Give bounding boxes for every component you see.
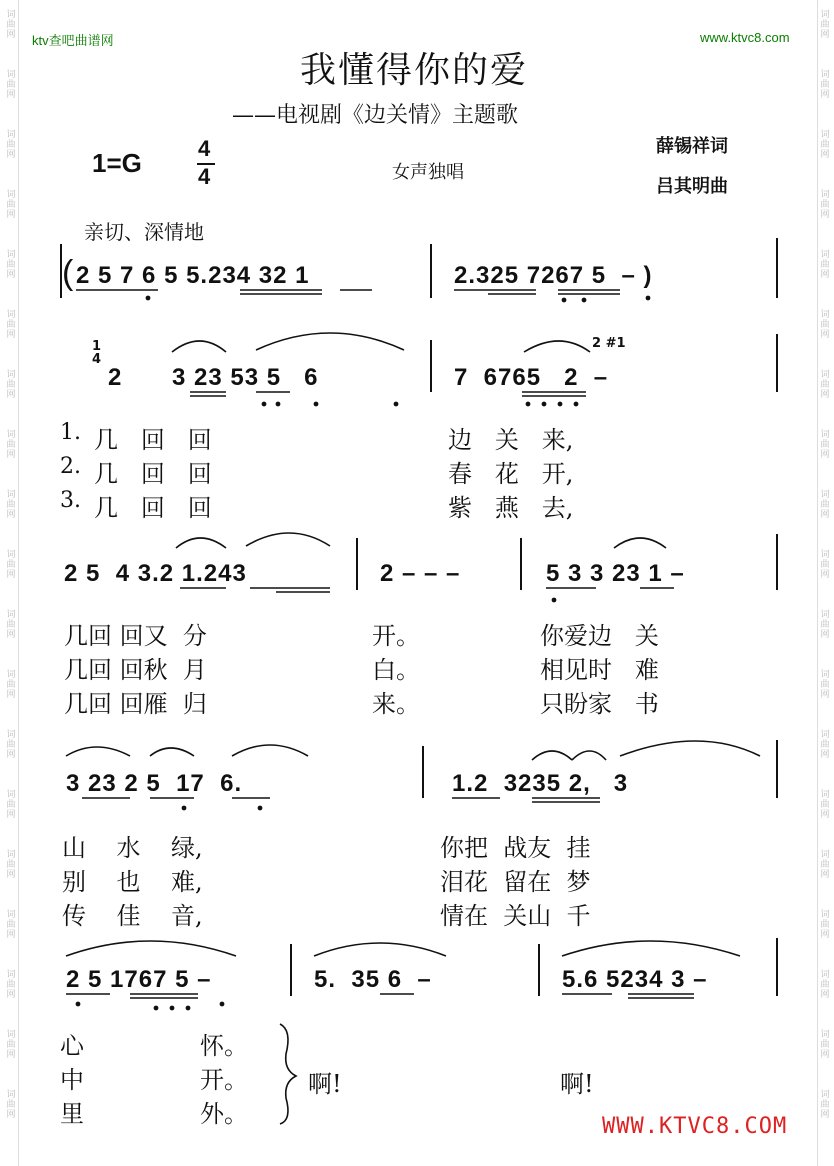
octave-dot	[154, 1006, 159, 1011]
watermark-glyphs: 词 曲 网	[820, 490, 830, 520]
watermark-glyphs: 词 曲 网	[6, 610, 16, 640]
lyric-line: 中	[60, 1066, 84, 1094]
octave-dot	[526, 402, 531, 407]
octave-dot	[262, 402, 267, 407]
slur	[532, 751, 572, 760]
header-right-link[interactable]: www.ktvc8.com	[700, 30, 790, 45]
lyric-line: 只盼家 书	[540, 690, 659, 718]
watermark-glyphs: 词 曲 网	[6, 1030, 16, 1060]
line3-measure1-notes: 2 5 4 3.2 1.243	[64, 560, 247, 587]
watermark-glyphs: 词 曲 网	[820, 550, 830, 580]
performance-note: 女声独唱	[392, 162, 464, 183]
verse-number: 2.	[60, 454, 81, 479]
octave-dot	[220, 1002, 225, 1007]
watermark-glyphs: 词 曲 网	[6, 310, 16, 340]
watermark-glyphs: 词 曲 网	[6, 850, 16, 880]
lyric-line: 你爱边 关	[540, 622, 659, 650]
slur	[66, 747, 130, 756]
watermark-glyphs: 词 曲 网	[6, 70, 16, 100]
lyric-line: 几回 回又 分	[64, 622, 207, 650]
lyric-line: 开。	[200, 1066, 248, 1094]
lyric-line: 几 回 回	[94, 494, 212, 522]
slur	[232, 745, 308, 756]
watermark-glyphs: 词 曲 网	[820, 10, 830, 40]
watermark-glyphs: 词 曲 网	[6, 250, 16, 280]
line4-measure1-notes: 3 23 2 5 17 6.	[66, 770, 243, 797]
line1-measure1-notes: 2 5 7 6 5 5.234 32 1	[76, 262, 310, 289]
slur	[246, 533, 330, 546]
slur	[172, 341, 226, 352]
watermark-glyphs: 词 曲 网	[820, 730, 830, 760]
line4-measure2-notes: 1.2 3235 2, 3	[452, 770, 629, 797]
song-title: 我懂得你的爱	[300, 50, 529, 91]
slur	[314, 943, 446, 956]
watermark-glyphs: 词 曲 网	[820, 970, 830, 1000]
watermark-glyphs: 词 曲 网	[820, 610, 830, 640]
watermark-glyphs: 词 曲 网	[6, 910, 16, 940]
watermark-glyphs: 词 曲 网	[6, 670, 16, 700]
octave-dot	[542, 402, 547, 407]
watermark-glyphs: 词 曲 网	[820, 910, 830, 940]
slur	[176, 538, 226, 548]
line5-measure1-notes: 2 5 1767 5 –	[66, 966, 212, 993]
octave-dot	[146, 296, 151, 301]
octave-dot	[558, 402, 563, 407]
line5-measure3-notes: 5.6 5234 3 –	[562, 966, 708, 993]
watermark-glyphs: 词 曲 网	[6, 130, 16, 160]
lyric-line: 情在 关山 千	[440, 902, 591, 930]
watermark-glyphs: 词 曲 网	[820, 250, 830, 280]
header-left-link[interactable]: ktv查吧曲谱网	[32, 33, 114, 48]
lyric-line: 几 回 回	[94, 460, 212, 488]
lyric-line: 心	[60, 1032, 84, 1060]
watermark-glyphs: 词 曲 网	[6, 370, 16, 400]
song-subtitle: ——电视剧《边关情》主题歌	[232, 103, 519, 128]
composer: 吕其明曲	[656, 176, 728, 197]
slur	[66, 941, 236, 956]
octave-dot	[258, 806, 263, 811]
watermark-glyphs: 词 曲 网	[6, 790, 16, 820]
watermark-glyphs: 词 曲 网	[6, 10, 16, 40]
grace-notes: 2 #1	[592, 336, 626, 351]
watermark-glyphs: 词 曲 网	[6, 550, 16, 580]
line3-measure2-notes: 2 – – –	[380, 560, 461, 587]
octave-dot	[552, 598, 557, 603]
slur	[562, 941, 740, 956]
watermark-glyphs: 词 曲 网	[820, 670, 830, 700]
octave-dot	[276, 402, 281, 407]
line2-measure1-notes: 3 23 53 5 6	[172, 364, 319, 391]
lyric-line: 几回 回雁 归	[64, 690, 207, 718]
ah-lyric-2: 啊!	[560, 1070, 594, 1098]
pickup-mark: 1 4	[92, 339, 102, 367]
lyric-line: 几回 回秋 月	[64, 656, 207, 684]
octave-dot	[646, 296, 651, 301]
watermark-glyphs: 词 曲 网	[820, 190, 830, 220]
slur	[614, 538, 666, 548]
line5-measure2-notes: 5. 35 6 –	[314, 966, 432, 993]
lyric-line: 别 也 难,	[62, 868, 203, 896]
slur	[150, 748, 194, 756]
lyric-line: 相见时 难	[540, 656, 659, 684]
watermark-glyphs: 词 曲 网	[820, 1090, 830, 1120]
watermark-glyphs: 词 曲 网	[6, 970, 16, 1000]
lyric-line: 来。	[372, 690, 420, 718]
watermark-glyphs: 词 曲 网	[820, 130, 830, 160]
lyric-line: 外。	[200, 1100, 248, 1128]
watermark-glyphs: 词 曲 网	[820, 1030, 830, 1060]
watermark-glyphs: 词 曲 网	[820, 850, 830, 880]
octave-dot	[562, 298, 567, 303]
octave-dot	[170, 1006, 175, 1011]
watermark-glyphs: 词 曲 网	[820, 370, 830, 400]
watermark-glyphs: 词 曲 网	[6, 730, 16, 760]
watermark-glyphs: 词 曲 网	[6, 190, 16, 220]
lyric-line: 泪花 留在 梦	[440, 868, 591, 896]
watermark-glyphs: 词 曲 网	[6, 490, 16, 520]
lyric-brace	[280, 1024, 296, 1124]
octave-dot	[394, 402, 399, 407]
octave-dot	[182, 806, 187, 811]
lyric-line: 传 佳 音,	[62, 902, 203, 930]
lyric-line: 里	[60, 1100, 84, 1128]
line2-measure2-notes: 7 6765 2 –	[454, 364, 609, 391]
watermark-glyphs: 词 曲 网	[6, 1090, 16, 1120]
watermark-glyphs: 词 曲 网	[820, 310, 830, 340]
slur	[524, 341, 590, 352]
lyric-line: 你把 战友 挂	[440, 834, 591, 862]
verse-number: 1.	[60, 420, 81, 445]
line3-measure3-notes: 5 3 3 23 1 –	[546, 560, 685, 587]
line1-measure2-notes: 2.325 7267 5 – )	[454, 262, 653, 289]
lyric-line: 边 关 来,	[448, 426, 574, 454]
pickup-note: 2	[108, 364, 123, 391]
footer-watermark: WWW.KTVC8.COM	[602, 1114, 788, 1139]
lyric-line: 几 回 回	[94, 426, 212, 454]
lyric-line: 怀。	[200, 1032, 248, 1060]
octave-dot	[574, 402, 579, 407]
watermark-glyphs: 词 曲 网	[820, 790, 830, 820]
watermark-glyphs: 词 曲 网	[820, 430, 830, 460]
watermark-glyphs: 词 曲 网	[820, 70, 830, 100]
lyric-line: 紫 燕 去,	[448, 494, 574, 522]
lyricist: 薛锡祥词	[656, 136, 728, 157]
intro-open-paren: (	[62, 254, 75, 292]
octave-dot	[314, 402, 319, 407]
slur	[256, 333, 404, 350]
slur	[620, 741, 760, 756]
octave-dot	[582, 298, 587, 303]
slur	[572, 751, 606, 760]
time-sig-denominator: 4	[198, 164, 211, 189]
lyric-line: 白。	[372, 656, 420, 684]
octave-dot	[186, 1006, 191, 1011]
expression-mark: 亲切、深情地	[84, 220, 204, 244]
watermark-glyphs: 词 曲 网	[6, 430, 16, 460]
lyric-line: 山 水 绿,	[62, 834, 203, 862]
octave-dot	[76, 1002, 81, 1007]
lyric-line: 开。	[372, 622, 420, 650]
ah-lyric-1: 啊!	[308, 1070, 342, 1098]
time-sig-numerator: 4	[198, 136, 211, 161]
lyric-line: 春 花 开,	[448, 460, 574, 488]
key-signature: 1=G	[92, 148, 142, 178]
verse-number: 3.	[60, 488, 81, 513]
